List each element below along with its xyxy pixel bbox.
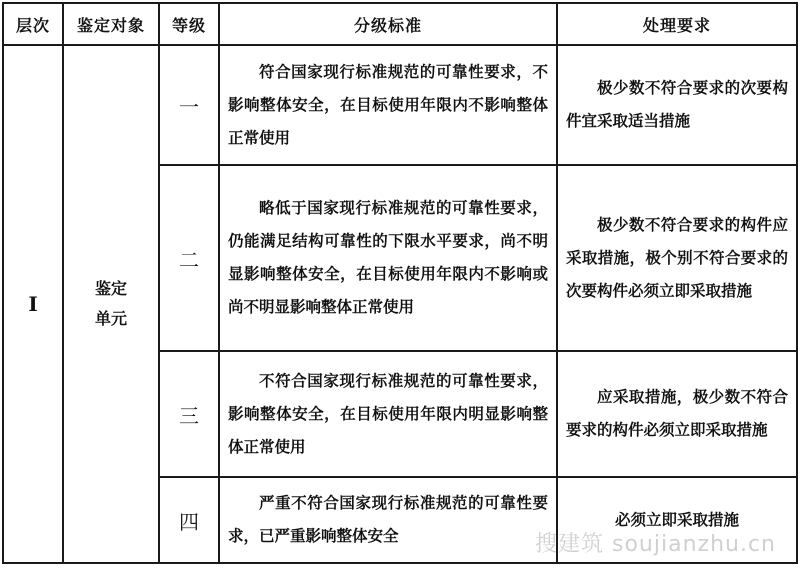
table-row (3, 45, 797, 165)
requirement-cell (557, 351, 797, 477)
criteria-text: 符合国家现行标准规范的可靠性要求，不影响整体安全，在目标使用年限内不影响整体正常使用 (228, 62, 548, 147)
criteria-text: 略低于国家现行标准规范的可靠性要求，仍能满足结构可靠性的下限水平要求，尚不明显影响整体安全，在目标使用年限内不影响或尚不明显影响整体正常使用 (228, 199, 548, 316)
criteria-cell (219, 477, 557, 563)
requirement-cell (557, 45, 797, 165)
grade-cell: 三 (159, 351, 219, 477)
criteria-cell (219, 351, 557, 477)
criteria-cell (219, 165, 557, 351)
criteria-text: 严重不符合国家现行标准规范的可靠性要求，已严重影响整体安全 (228, 494, 548, 545)
requirement-cell (557, 477, 797, 563)
grading-table (2, 2, 798, 564)
header-row (3, 3, 797, 45)
criteria-text: 不符合国家现行标准规范的可靠性要求，影响整体安全，在目标使用年限内明显影响整体正常使用 (228, 371, 548, 456)
criteria-cell (219, 45, 557, 165)
header-object: 鉴定对象 (63, 3, 159, 45)
header-criteria: 分级标准 (219, 3, 557, 45)
object-line-1: 鉴定 (94, 279, 127, 298)
requirement-text: 应采取措施，极少数不符合要求的构件必须立即采取措施 (566, 388, 788, 439)
requirement-text: 必须立即采取措施 (614, 510, 739, 529)
header-level: 层次 (3, 3, 63, 45)
level-cell: I (3, 45, 63, 563)
grade-cell: 四 (159, 477, 219, 563)
grade-cell: 二 (159, 165, 219, 351)
header-requirement: 处理要求 (557, 3, 797, 45)
object-cell (63, 45, 159, 563)
watermark: 搜建筑 soujianzhu.cn (535, 532, 776, 557)
object-line-2: 单元 (94, 309, 127, 328)
requirement-text: 极少数不符合要求的构件应采取措施，极个别不符合要求的次要构件必须立即采取措施 (566, 215, 788, 300)
grade-cell: 一 (159, 45, 219, 165)
requirement-text: 极少数不符合要求的次要构件宜采取适当措施 (566, 79, 788, 130)
requirement-cell (557, 165, 797, 351)
header-grade: 等级 (159, 3, 219, 45)
